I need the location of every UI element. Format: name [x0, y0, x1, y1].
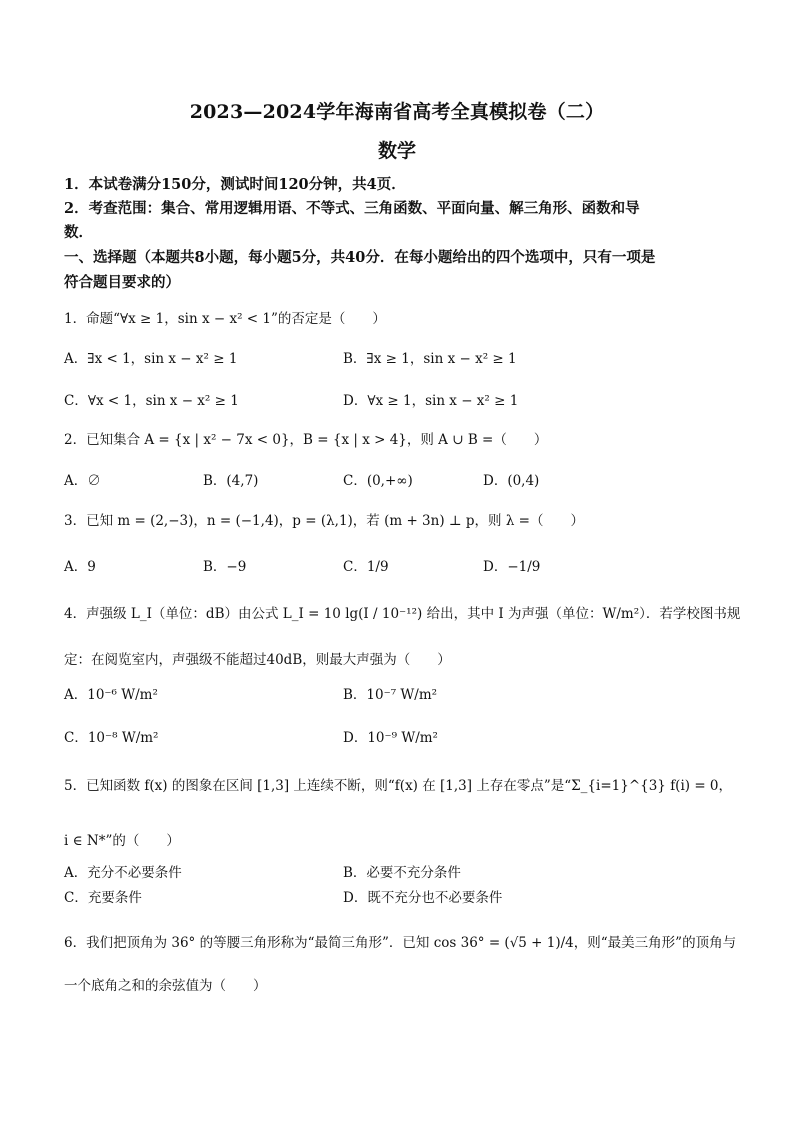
q4-option-a: A．10⁻⁶ W/m²	[64, 687, 158, 703]
question-3-stem: 3．已知 m = (2,−3)，n = (−1,4)，p = (λ,1)，若 (m + 3n) ⊥ p，则 λ =（ ）	[64, 513, 584, 529]
q1-option-b: B．∃x ≥ 1，sin x − x² ≥ 1	[343, 351, 517, 367]
section-heading-cont: 符合题目要求的）	[64, 274, 180, 291]
q4-option-c: C．10⁻⁸ W/m²	[64, 730, 159, 746]
q3-option-d: D．−1/9	[483, 559, 541, 575]
note-2: 2．考查范围：集合、常用逻辑用语、不等式、三角函数、平面向量、解三角形、函数和导	[64, 200, 640, 217]
q3-option-c: C．1/9	[343, 559, 389, 575]
page-title: 2023—2024学年海南省高考全真模拟卷（二）	[189, 101, 605, 123]
note-2-cont: 数．	[64, 224, 93, 241]
question-4-stem-line2: 定：在阅览室内，声强级不能超过40dB，则最大声强为（ ）	[64, 652, 451, 668]
q5-option-b: B．必要不充分条件	[343, 865, 461, 881]
question-5-stem-line2: i ∈ N*”的（ ）	[64, 833, 180, 849]
section-heading: 一、选择题（本题共8小题，每小题5分，共40分．在每小题给出的四个选项中，只有一项是	[64, 249, 656, 266]
q2-option-a: A．∅	[64, 473, 101, 489]
q5-option-a: A．充分不必要条件	[64, 865, 182, 881]
q4-option-b: B．10⁻⁷ W/m²	[343, 687, 438, 703]
question-6-stem-line2: 一个底角之和的余弦值为（ ）	[64, 978, 267, 994]
q2-option-b: B．(4,7)	[203, 473, 259, 489]
q1-option-c: C．∀x < 1，sin x − x² ≥ 1	[64, 393, 239, 409]
question-2-stem: 2．已知集合 A = {x | x² − 7x < 0}，B = {x | x > 4}，则 A ∪ B =（ ）	[64, 432, 548, 448]
q4-option-d: D．10⁻⁹ W/m²	[343, 730, 438, 746]
q3-option-a: A．9	[64, 559, 96, 575]
q2-option-c: C．(0,+∞)	[343, 473, 413, 489]
q1-option-d: D．∀x ≥ 1，sin x − x² ≥ 1	[343, 393, 519, 409]
q3-option-b: B．−9	[203, 559, 247, 575]
q1-option-a: A．∃x < 1，sin x − x² ≥ 1	[64, 351, 238, 367]
q2-option-d: D．(0,4)	[483, 473, 540, 489]
q5-option-d: D．既不充分也不必要条件	[343, 890, 503, 906]
q5-option-c: C．充要条件	[64, 890, 142, 906]
note-1: 1．本试卷满分150分，测试时间120分钟，共4页．	[64, 176, 406, 193]
question-6-stem-line1: 6．我们把顶角为 36° 的等腰三角形称为“最简三角形”．已知 cos 36° = (√5 + 1)/4，则“最美三角形”的顶角与	[64, 935, 737, 951]
question-4-stem-line1: 4．声强级 L_I（单位：dB）由公式 L_I = 10 lg(I / 10⁻¹²) 给出，其中 I 为声强（单位：W/m²）．若学校图书规	[64, 606, 741, 622]
subject-title: 数学	[377, 140, 416, 162]
question-1-stem: 1．命题“∀x ≥ 1，sin x − x² < 1”的否定是（ ）	[64, 311, 386, 327]
question-5-stem-line1: 5．已知函数 f(x) 的图象在区间 [1,3] 上连续不断，则“f(x) 在 [1,3] 上存在零点”是“Σ_{i=1}^{3} f(i) = 0，	[64, 778, 733, 794]
